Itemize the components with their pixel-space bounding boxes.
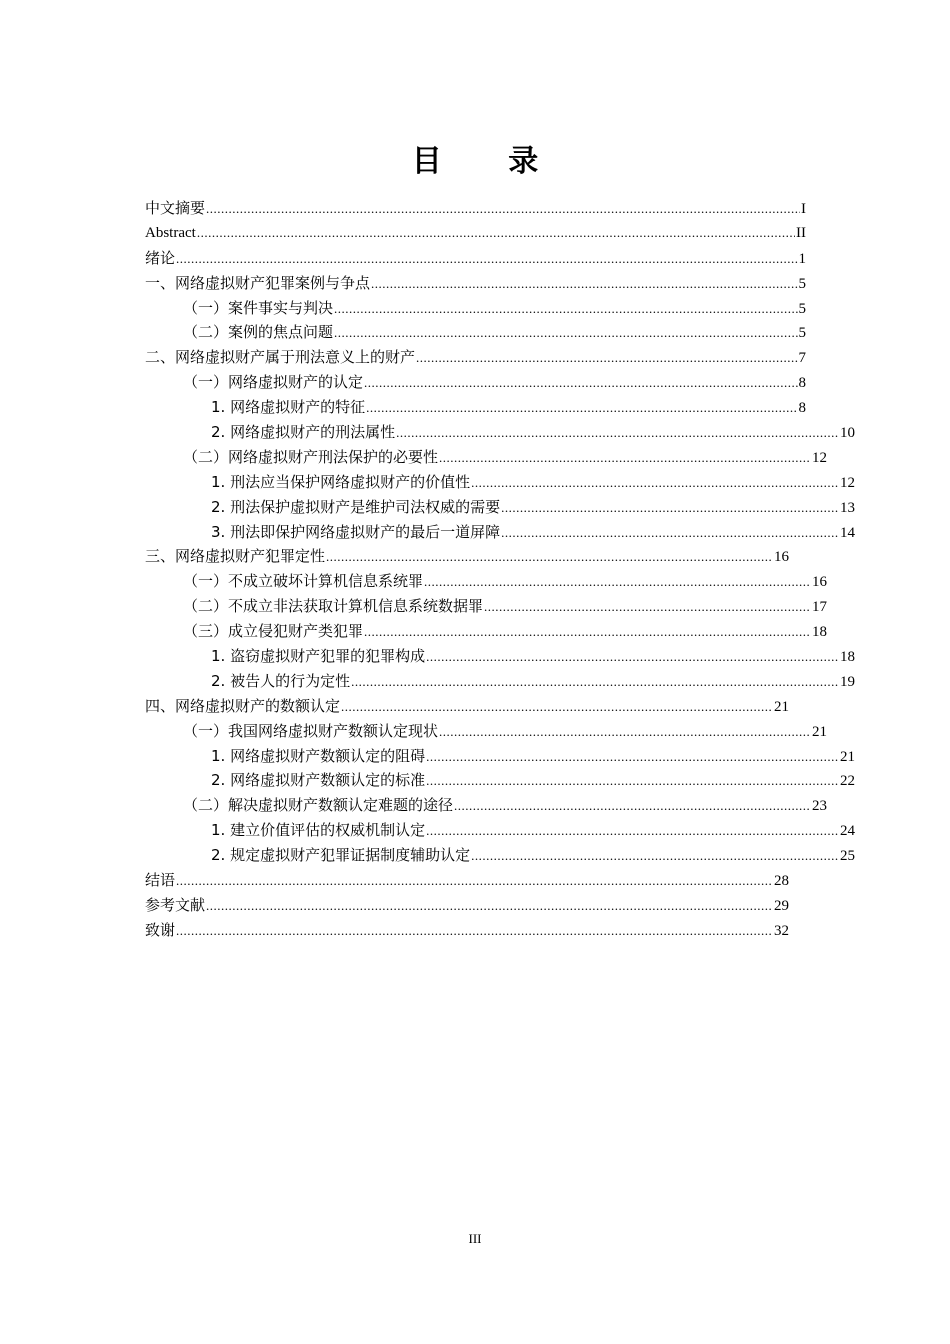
toc-entry[interactable] [145,196,806,221]
toc-entry-page: 10 [840,425,855,442]
toc-entry[interactable] [145,918,789,943]
toc-entry-page: 21 [840,748,855,765]
toc-entry-label: （三）成立侵犯财产类犯罪 [183,622,364,641]
toc-entry[interactable] [145,843,855,868]
toc-entry[interactable] [145,744,855,769]
toc-entry-page: 13 [840,499,855,516]
page-number: III [468,1231,482,1246]
toc-entry-page: 17 [812,599,827,616]
toc-entry-label: 结语 [145,871,176,890]
toc-entry-label: 1. 网络虚拟财产的特征 [211,398,366,417]
toc-entry-label: 2. 网络虚拟财产数额认定的标准 [211,771,426,790]
toc-entry-label: 参考文献 [145,895,206,914]
toc-entry[interactable] [145,271,806,296]
toc-dot-leader [176,869,773,894]
toc-entry[interactable] [145,569,827,594]
toc-entry-page: 7 [798,350,806,367]
toc-dot-leader [471,471,839,496]
toc-entry-label: 2. 刑法保护虚拟财产是维护司法权威的需要 [211,497,501,516]
toc-dot-leader [396,421,839,446]
toc-dot-leader [176,247,797,272]
toc-dot-leader [484,595,811,620]
toc-entry-label: （二）网络虚拟财产刑法保护的必要性 [183,447,439,466]
toc-entry[interactable] [145,296,806,321]
toc-entry-page: 16 [774,549,789,566]
toc-dot-leader [326,545,773,570]
page-title: 目 录 [411,144,567,180]
toc-entry[interactable] [145,246,806,271]
toc-entry-page: 22 [840,773,855,790]
toc-dot-leader [501,521,839,546]
toc-entry-label: 1. 建立价值评估的权威机制认定 [211,821,426,840]
toc-entry-page: 23 [812,798,827,815]
toc-entry-page: 5 [798,300,806,317]
toc-dot-leader [334,297,797,322]
toc-entry[interactable] [145,345,806,370]
toc-dot-leader [371,272,797,297]
toc-entry-label: 中文摘要 [145,199,206,217]
toc-entry[interactable] [145,719,827,744]
toc-entry[interactable] [145,669,855,694]
toc-entry[interactable] [145,544,789,569]
toc-dot-leader [366,396,797,421]
toc-entry-page: 16 [812,574,827,591]
toc-entry-label: 三、网络虚拟财产犯罪定性 [145,547,326,566]
toc-entry-label: 一、网络虚拟财产犯罪案例与争点 [145,273,371,292]
toc-entry-label: 2. 网络虚拟财产的刑法属性 [211,423,396,442]
toc-entry-label: （二）不成立非法获取计算机信息系统数据罪 [183,597,484,616]
toc-dot-leader [471,844,839,869]
toc-dot-leader [197,221,795,246]
toc-entry-label: 1. 网络虚拟财产数额认定的阻碍 [211,746,426,765]
toc-entry-label: （二）解决虚拟财产数额认定难题的途径 [183,796,454,815]
toc-entry-label: （一）案件事实与判决 [183,298,334,317]
toc-entry-page: 19 [840,673,855,690]
toc-dot-leader [424,570,811,595]
toc-entry-label: 绪论 [145,248,176,267]
toc-entry-label: 2. 规定虚拟财产犯罪证据制度辅助认定 [211,846,471,865]
toc-entry-label: 1. 刑法应当保护网络虚拟财产的价值性 [211,472,471,491]
toc-entry-label: （一）不成立破坏计算机信息系统罪 [183,572,424,591]
toc-entry-label: （一）我国网络虚拟财产数额认定现状 [183,721,439,740]
toc-dot-leader [351,670,839,695]
toc-dot-leader [341,695,773,720]
toc-entry-label: （二）案例的焦点问题 [183,323,334,342]
toc-entry[interactable] [145,370,806,395]
toc-entry-page: 8 [798,375,806,392]
toc-dot-leader [426,645,839,670]
toc-dot-leader [206,197,800,222]
toc-entry[interactable] [145,768,855,793]
toc-entry[interactable] [145,818,855,843]
toc-entry-page: 14 [840,524,855,541]
toc-dot-leader [426,819,839,844]
toc-entry-page: 8 [798,400,806,417]
toc-entry[interactable] [145,320,806,345]
toc-entry-page: 5 [798,325,806,342]
toc-entry[interactable] [145,619,827,644]
toc-entry-label: 二、网络虚拟财产属于刑法意义上的财产 [145,348,416,367]
toc-entry-page: 25 [840,848,855,865]
toc-entry-page: 32 [774,922,789,939]
toc-entry-label: Abstract [145,224,196,241]
toc-entry-page: 28 [774,873,789,890]
table-of-contents [145,196,855,943]
toc-dot-leader [501,496,839,521]
toc-entry-label: 1. 盗窃虚拟财产犯罪的犯罪构成 [211,647,426,666]
toc-entry-label: 四、网络虚拟财产的数额认定 [145,696,341,715]
toc-entry-page: 5 [798,275,806,292]
toc-entry-page: 24 [840,823,855,840]
toc-entry-page: 18 [812,624,827,641]
toc-dot-leader [364,620,811,645]
toc-dot-leader [334,321,797,346]
toc-entry[interactable] [145,868,789,893]
toc-entry-page: 21 [812,723,827,740]
toc-dot-leader [176,919,773,944]
toc-entry-page: 18 [840,649,855,666]
toc-entry[interactable] [145,470,855,495]
toc-entry[interactable] [145,694,789,719]
toc-entry-page: 1 [798,250,806,267]
toc-entry[interactable] [145,893,789,918]
toc-entry[interactable] [145,445,827,470]
toc-entry-page: 29 [774,897,789,914]
toc-entry[interactable] [145,520,855,545]
toc-entry-label: 3. 刑法即保护网络虚拟财产的最后一道屏障 [211,522,501,541]
toc-entry-page: II [796,224,806,241]
toc-dot-leader [426,745,839,770]
toc-dot-leader [416,346,797,371]
toc-dot-leader [454,794,811,819]
toc-entry-label: 致谢 [145,920,176,939]
toc-entry[interactable] [145,495,855,520]
toc-entry[interactable] [145,644,855,669]
toc-entry[interactable] [145,793,827,818]
toc-dot-leader [439,720,811,745]
toc-dot-leader [206,894,773,919]
toc-entry-label: 2. 被告人的行为定性 [211,671,351,690]
toc-entry-page: I [801,201,806,217]
toc-dot-leader [364,371,797,396]
toc-dot-leader [426,769,839,794]
toc-entry[interactable] [145,395,806,420]
toc-entry[interactable] [145,420,855,445]
toc-dot-leader [439,446,811,471]
toc-entry-page: 12 [840,474,855,491]
toc-entry[interactable] [145,221,806,246]
toc-entry[interactable] [145,594,827,619]
toc-entry-label: （一）网络虚拟财产的认定 [183,373,364,392]
toc-entry-page: 21 [774,698,789,715]
toc-entry-page: 12 [812,449,827,466]
